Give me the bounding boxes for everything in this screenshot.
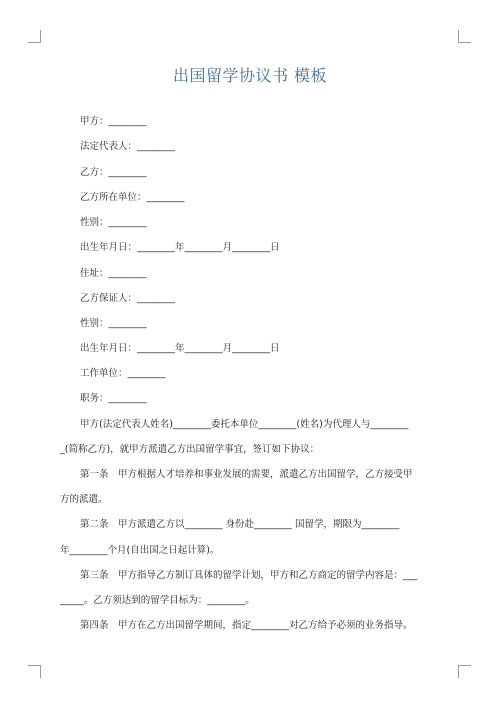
article-3-text-1: 第三条 甲方指导乙方制订具体的留学计划，甲方和乙方商定的留学内容是：___ [80, 570, 418, 581]
field-party-a: 甲方：________ [80, 116, 147, 127]
article-2-line-2: 年________个月(自出国之日起计算)。 [60, 545, 220, 556]
paragraph-intro-text-1: 甲方(法定代表人姓名)________委托本单位________(姓名)为代理人与________ [80, 419, 409, 430]
document-title: 出国留学协议书 模板 [172, 66, 328, 85]
article-3-line-1 [60, 570, 440, 582]
article-2-text-1: 第二条 甲方派遣乙方以________ 身份赴________ 国留学，期限为________ [80, 519, 400, 530]
crop-mark-bottom-right [458, 665, 471, 678]
field-guarantor-birth-date: 出生年月日：________年________月________日 [80, 343, 280, 354]
article-2-line-1 [60, 519, 440, 531]
article-1-line-1 [60, 469, 440, 481]
field-legal-representative: 法定代表人：________ [80, 141, 176, 152]
article-1-line-2: 方的派遣。 [60, 494, 108, 505]
field-gender: 性别：________ [80, 217, 147, 228]
field-work-unit: 工作单位：________ [80, 368, 166, 379]
paragraph-intro-line-1 [60, 419, 440, 431]
crop-mark-top-right [458, 30, 471, 43]
field-position: 职务：________ [80, 393, 147, 404]
article-1-text-1: 第一条 甲方根据人才培养和事业发展的需要，派遣乙方出国留学，乙方接受甲 [80, 469, 413, 480]
field-birth-date: 出生年月日：________年________月________日 [80, 242, 280, 253]
field-guarantor-gender: 性别：________ [80, 318, 147, 329]
field-guarantor: 乙方保证人：________ [80, 293, 176, 304]
article-3-line-2: _____。乙方须达到的留学目标为：________。 [60, 595, 255, 606]
field-address: 住址：________ [80, 268, 147, 279]
paragraph-intro-line-2: _(简称乙方)，就甲方派遣乙方出国留学事宜，签订如下协议： [60, 444, 320, 455]
article-4-line-1 [60, 620, 440, 632]
crop-mark-top-left [28, 30, 41, 43]
field-party-b: 乙方：________ [80, 167, 147, 178]
field-party-b-employer: 乙方所在单位：________ [80, 192, 185, 203]
crop-mark-bottom-left [28, 665, 41, 678]
article-4-text-1: 第四条 甲方在乙方出国留学期间，指定________对乙方给予必须的业务指导。 [80, 620, 413, 631]
